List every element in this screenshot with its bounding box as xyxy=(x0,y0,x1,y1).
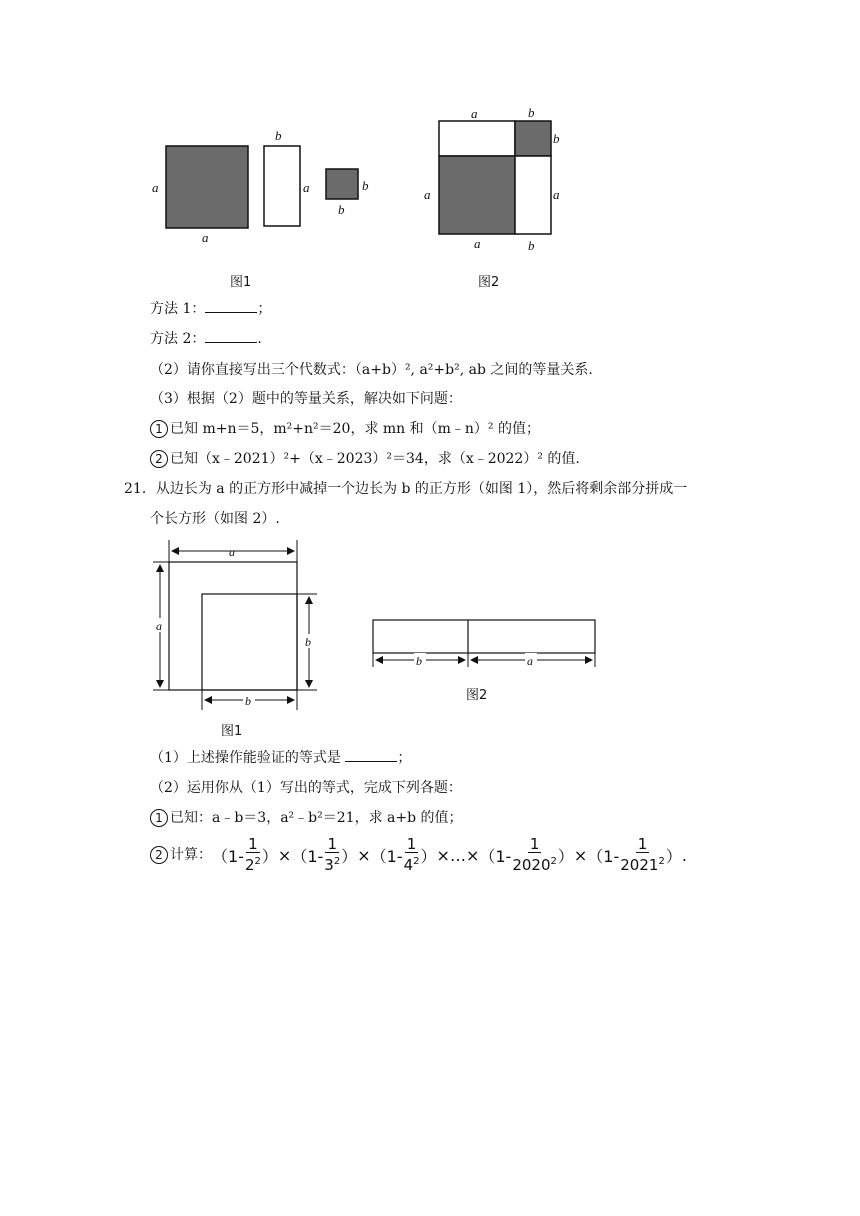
calc-numerator: 1 xyxy=(327,835,338,853)
circle-number: 1 xyxy=(150,420,168,438)
label-a-bottom: a xyxy=(202,230,209,245)
q21-figure1 xyxy=(145,540,325,715)
circle-number: 1 xyxy=(150,809,168,827)
calc-open: （1- xyxy=(212,846,244,866)
q20-part2: （2）请你直接写出三个代数式：（a+b）², a²+b², ab 之间的等量关系. xyxy=(150,362,593,378)
calc-close: ） xyxy=(557,846,574,866)
q21-fig1-caption: 图1 xyxy=(221,724,243,739)
calc-denominator: $2^2$ xyxy=(244,856,261,874)
calc-exponent: 2 xyxy=(333,856,341,867)
svg-text:a: a xyxy=(527,654,533,668)
top-fig1-caption: 图1 xyxy=(230,275,252,290)
top-figures xyxy=(140,100,580,260)
calc-times: × xyxy=(573,845,588,865)
svg-text:b: b xyxy=(416,654,422,668)
q20-item2: 2 已知（x﹣2021）²+（x﹣2023）²＝34，求（x﹣2022）² 的值. xyxy=(150,449,580,469)
q21-part2: （2）运用你从（1）写出的等式，完成下列各题： xyxy=(150,780,462,796)
calc-exponent: 2 xyxy=(658,856,665,867)
q21-stem-line1: 21．从边长为 a 的正方形中减掉一个边长为 b 的正方形（如图 1），然后将剩余部分拼成一 xyxy=(124,481,688,497)
calc-fraction xyxy=(620,836,665,874)
svg-text:a: a xyxy=(553,187,560,202)
svg-text:a: a xyxy=(471,106,478,121)
svg-text:a: a xyxy=(229,545,235,559)
calculation-expression xyxy=(212,836,687,874)
method2-line: 方法 2： . xyxy=(150,331,262,347)
q21-fig2-caption: 图2 xyxy=(466,688,488,703)
label-b-bottom: b xyxy=(338,202,345,217)
q21-stem-line2: 个长方形（如图 2）. xyxy=(150,511,280,527)
calc-ellipsis: ×…× xyxy=(436,845,480,865)
square-a xyxy=(166,146,248,228)
svg-text:b: b xyxy=(528,105,535,120)
top-fig2-caption: 图2 xyxy=(478,275,500,290)
calc-open: （1- xyxy=(370,846,403,866)
calc-times: × xyxy=(357,845,371,865)
q20-item1: 1 已知 m+n＝5，m²+n²＝20，求 mn 和（m﹣n）² 的值； xyxy=(150,419,540,439)
label-a-left: a xyxy=(152,180,159,195)
calc-numerator: 1 xyxy=(529,835,540,853)
fig2-big-square xyxy=(439,156,515,234)
label-a-right: a xyxy=(303,180,310,195)
svg-text:a: a xyxy=(424,187,431,202)
circle-number: 2 xyxy=(150,450,168,468)
calc-close: ） xyxy=(665,846,682,866)
q20-part3: （3）根据（2）题中的等量关系，解决如下问题： xyxy=(150,391,462,407)
calc-fraction xyxy=(404,836,420,874)
calc-denominator: $4^2$ xyxy=(403,856,420,874)
fig2-small-square xyxy=(515,121,551,156)
q21-part1: （1）上述操作能验证的等式是 ； xyxy=(150,750,412,766)
calc-close: ） xyxy=(420,846,437,866)
square-b xyxy=(326,169,358,199)
calc-denominator: $3^2$ xyxy=(324,856,341,874)
calc-times: × xyxy=(277,845,292,865)
q21-part1-blank[interactable] xyxy=(345,748,397,762)
calc-denominator: 2020$^2$ xyxy=(512,856,557,874)
circle-number: 2 xyxy=(150,846,168,864)
calc-exponent: 2 xyxy=(413,856,420,867)
svg-text:b: b xyxy=(553,131,560,146)
calc-fraction xyxy=(324,836,340,874)
calc-close: ） xyxy=(341,846,358,866)
svg-text:a: a xyxy=(474,236,481,251)
calc-numerator: 1 xyxy=(637,835,648,853)
rect-ab xyxy=(264,146,300,226)
calc-open: （1- xyxy=(587,846,620,866)
q21-figure2 xyxy=(368,615,600,671)
calc-denominator: 2021$^2$ xyxy=(620,856,665,874)
label-b-top: b xyxy=(275,128,282,143)
calc-numerator: 1 xyxy=(406,835,417,853)
method1-line: 方法 1： ； xyxy=(150,301,272,317)
calc-fraction xyxy=(245,836,261,874)
calc-open: （1- xyxy=(291,846,324,866)
method1-blank[interactable] xyxy=(205,299,257,313)
svg-text:a: a xyxy=(156,619,162,633)
calc-numerator: 1 xyxy=(248,835,258,853)
method2-blank[interactable] xyxy=(205,329,257,343)
svg-text:b: b xyxy=(245,694,251,708)
svg-text:b: b xyxy=(528,238,535,253)
svg-text:b: b xyxy=(305,635,311,649)
label-b-right: b xyxy=(362,178,369,193)
fig2-top-rect xyxy=(439,121,515,156)
calc-end: . xyxy=(681,845,687,865)
calc-close: ） xyxy=(261,846,278,866)
q21-item1: 1 已知：a﹣b＝3，a²﹣b²＝21，求 a+b 的值； xyxy=(150,808,463,828)
calc-exponent: 2 xyxy=(550,856,557,867)
calc-fraction xyxy=(512,836,557,874)
calc-open: （1- xyxy=(479,846,512,866)
fig2-right-rect xyxy=(515,156,551,234)
calc-exponent: 2 xyxy=(254,856,261,867)
q21-item2: 2 计算： （1- $\frac{1}{2^2}$ ） × （1- $\frac{1}{3^2}$ ） × （1- $\frac{1}{4^2}$ ） ×…× （1- $\frac{1}{2020^2}$ ） × （1- $\frac{1}{2021^2}$ ） . xyxy=(150,836,687,874)
